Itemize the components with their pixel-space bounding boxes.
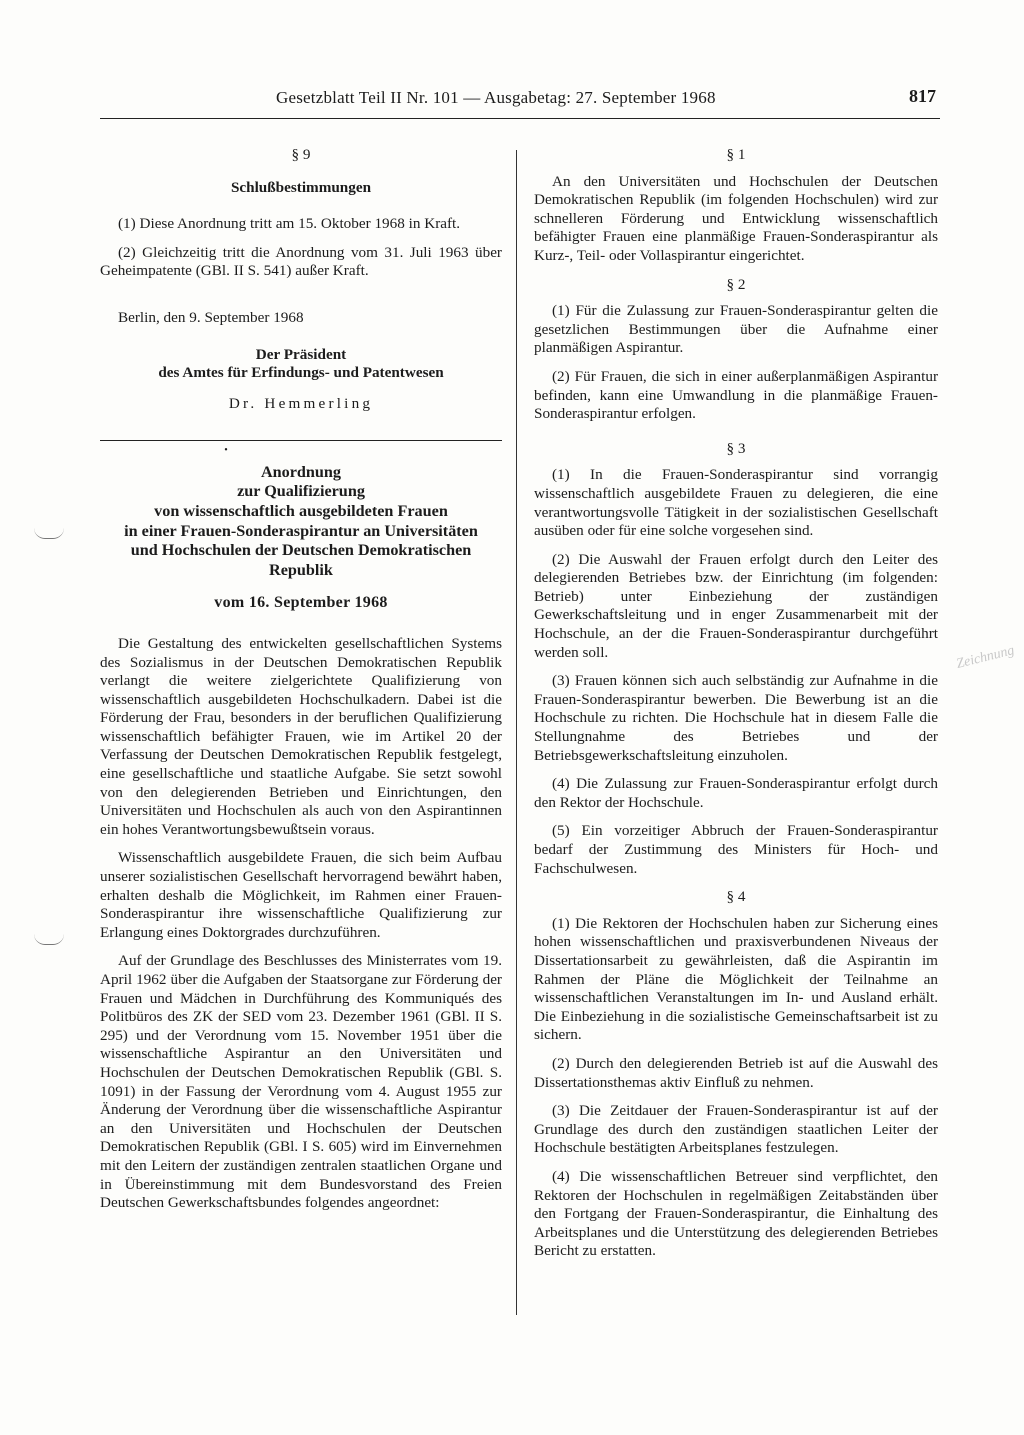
signatory-line: Der Präsident [255,345,347,363]
page-number: 817 [909,86,936,106]
header-rule [100,118,940,119]
preamble-paragraph: Wissenschaftlich ausgebildete Frauen, die sich beim Aufbau unserer sozialistischen Gesellschaft hervorragend bewährt haben, erhalten deshalb die Möglichkeit, im Rahmen einer Frauen-Sonderaspirantur ihre wissenschaftliche Qualifizierung zur Erlangung eines Doktorgrades durchzuführen. [100,849,502,941]
paragraph: An den Universitäten und Hochschulen der Deutschen Demokratischen Republik (im folgenden Hochschulen) wird zur schnelleren Förderung und Entwicklung wissenschaftlich befähigter Frauen eine planmäßige Frauen-Sonderaspirantur als Kurz-, Teil- oder Vollaspirantur eingerichtet. [534,172,938,264]
section-divider-rule [100,440,502,441]
paragraph: (2) Für Frauen, die sich in einer außerplanmäßigen Aspirantur befinden, kann eine Umwandlung in die planmäßige Frauen-Sonderaspirantur erfolgen. [534,367,938,423]
ordinance-date: vom 16. September 1968 [214,594,388,612]
left-column [100,146,502,1223]
paragraph: (2) Durch den delegierenden Betrieb ist auf die Auswahl des Dissertationsthemas aktiv Einfluß zu nehmen. [534,1054,938,1091]
title-line: in einer Frauen-Sonderaspirantur an Universitäten [124,521,478,540]
margin-check-mark [34,528,64,539]
section-heading-9: § 9 [291,146,311,163]
signatory-line: des Amtes für Erfindungs- und Patentwesen [158,364,444,382]
title-line: Anordnung [260,462,342,481]
paragraph: (1) Für die Zulassung zur Frauen-Sonderaspirantur gelten die gesetzlichen Bestimmungen über die Aufnahme einer planmäßigen Aspirantur. [534,302,938,357]
section-heading-1: § 1 [726,146,746,163]
paragraph: (4) Die wissenschaftlichen Betreuer sind verpflichtet, den Rektoren der Hochschulen in regelmäßigen Zeitabständen über den Fortgang der Frauen-Sonderaspirantur, die Einhaltung des Arbeitsplanes und die Unterstützung des delegierenden Betriebes Bericht zu erstatten. [534,1167,938,1260]
section-heading-3: § 3 [726,439,746,457]
preamble-paragraph: Auf der Grundlage des Beschlusses des Ministerrates vom 19. April 1962 über die Aufgaben der Staatsorgane zur Förderung der Frauen und Mädchen in Durchführung des Kommuniqués des Politbüros des ZK der SED vom 23. Dezember 1961 (GBl. II S. 295) und der Verordnung vom 15. November 1951 über die wissenschaftliche Aspirantur an den Universitäten und Hochschulen der Deutschen Demokratischen Republik (GBl. S. 1091) in der Fassung der Verordnung vom 4. August 1955 zur Änderung der Verordnung über die wissenschaftliche Aspirantur an den Universitäten und Hochschulen der Deutschen Demokratischen Republik (GBl. I S. 605) wird im Einvernehmen mit den Leitern der zuständigen zentralen staatlichen Organe und in Übereinstimmung mit dem Bundesvorstand des Freien Deutschen Gewerkschaftsbundes folgendes angeordnet: [100,952,502,1212]
place-date: Berlin, den 9. September 1968 [118,308,304,326]
paragraph: (4) Die Zulassung zur Frauen-Sonderaspirantur erfolgt durch den Rektor der Hochschule. [534,775,938,811]
signatory-name: Dr. Hemmerling [228,395,374,413]
bullet-dot: • [224,444,228,456]
margin-pencil-note: Zeichnung [954,643,1016,672]
paragraph: (3) Frauen können sich auch selbständig zur Aufnahme in die Frauen-Sonderaspirantur bewerben. Die Bewerbung ist an die Hochschule zu richten. Die Hochschule hat in diesem Falle die Stellungnahme des Betriebes und der Betriebsgewerkschaftsleitung einzuholen. [534,672,938,764]
paragraph: (2) Gleichzeitig tritt die Anordnung vom 31. Juli 1963 über Geheimpatente (GBl. II S. 541) außer Kraft. [100,243,502,280]
section-heading-4: § 4 [726,888,746,906]
title-line: Republik [269,560,333,579]
paragraph: (1) In die Frauen-Sonderaspirantur sind vorrangig wissenschaftlich ausgebildete Frauen zu delegieren, die eine verantwortungsvolle Tätigkeit in der sozialistischen Gesellschaft ausüben oder für eine solche vorgesehen sind. [534,466,938,540]
margin-check-mark [34,934,64,945]
paragraph: (1) Diese Anordnung tritt am 15. Oktober 1968 in Kraft. [118,215,461,233]
title-line: zur Qualifizierung [237,482,365,501]
paragraph: (3) Die Zeitdauer der Frauen-Sonderaspirantur ist auf der Grundlage des durch den zuständigen staatlichen Leiter der Hochschule bestätigten Arbeitsplanes festzulegen. [534,1102,938,1157]
preamble-paragraph: Die Gestaltung des entwickelten gesellschaftlichen Systems des Sozialismus in der Deutschen Demokratischen Republik verlangt die weitere zielgerichtete Qualifizierung von wissenschaftlich ausgebildeten Hochschulkadern. Dabei ist die Förderung der Frau, besonders in der beruflichen Qualifizierung wissenschaftlich befähigter Frauen, wie im Artikel 20 der Verfassung der Deutschen Demokratischen Republik festgelegt, eine gesellschaftliche und staatliche Aufgabe. Sie setzt sowohl von den delegierenden Betrieben und Einrichtungen, den Universitäten und Hochschulen als auch von den Aspirantinnen ein hohes Verantwortungsbewußtsein voraus. [100,634,502,838]
signatory-title [100,346,502,384]
column-divider [516,150,517,1315]
running-title: Gesetzblatt Teil II Nr. 101 — Ausgabetag: 27. September 1968 [276,88,716,107]
right-column [534,146,938,1271]
section-subheading: Schlußbestimmungen [230,178,372,196]
title-line: von wissenschaftlich ausgebildeten Frauen [154,501,448,520]
page-header [100,86,940,112]
section-heading-2: § 2 [726,275,746,293]
paragraph: (2) Die Auswahl der Frauen erfolgt durch den Leiter des delegierenden Betriebes bzw. der Einrichtung (im folgenden: Betrieb) unter Einbeziehung der zuständigen Gewerkschaftsleitung und in enger Zusammenarbeit mit der Hochschule, an der die Frauen-Sonderaspirantur durchgeführt werden soll. [534,550,938,661]
paragraph: (1) Die Rektoren der Hochschulen haben zur Sicherung eines hohen wissenschaftlichen und praxisverbundenen Niveaus der Dissertationsarbeit zu gewährleisten, daß die Aspirantin im Rahmen der Pläne die Möglichkeit der Teilnahme an wissenschaftlichen Veranstaltungen im In- und Ausland erhält. Die Einbeziehung in die sozialistische Gemeinschaftsarbeit ist zu sichern. [534,914,938,1044]
paragraph: (5) Ein vorzeitiger Abbruch der Frauen-Sonderaspirantur bedarf der Zustimmung des Ministers für Hoch- und Fachschulwesen. [534,822,938,877]
title-line: und Hochschulen der Deutschen Demokratischen [130,541,472,560]
ordinance-title [100,463,502,581]
